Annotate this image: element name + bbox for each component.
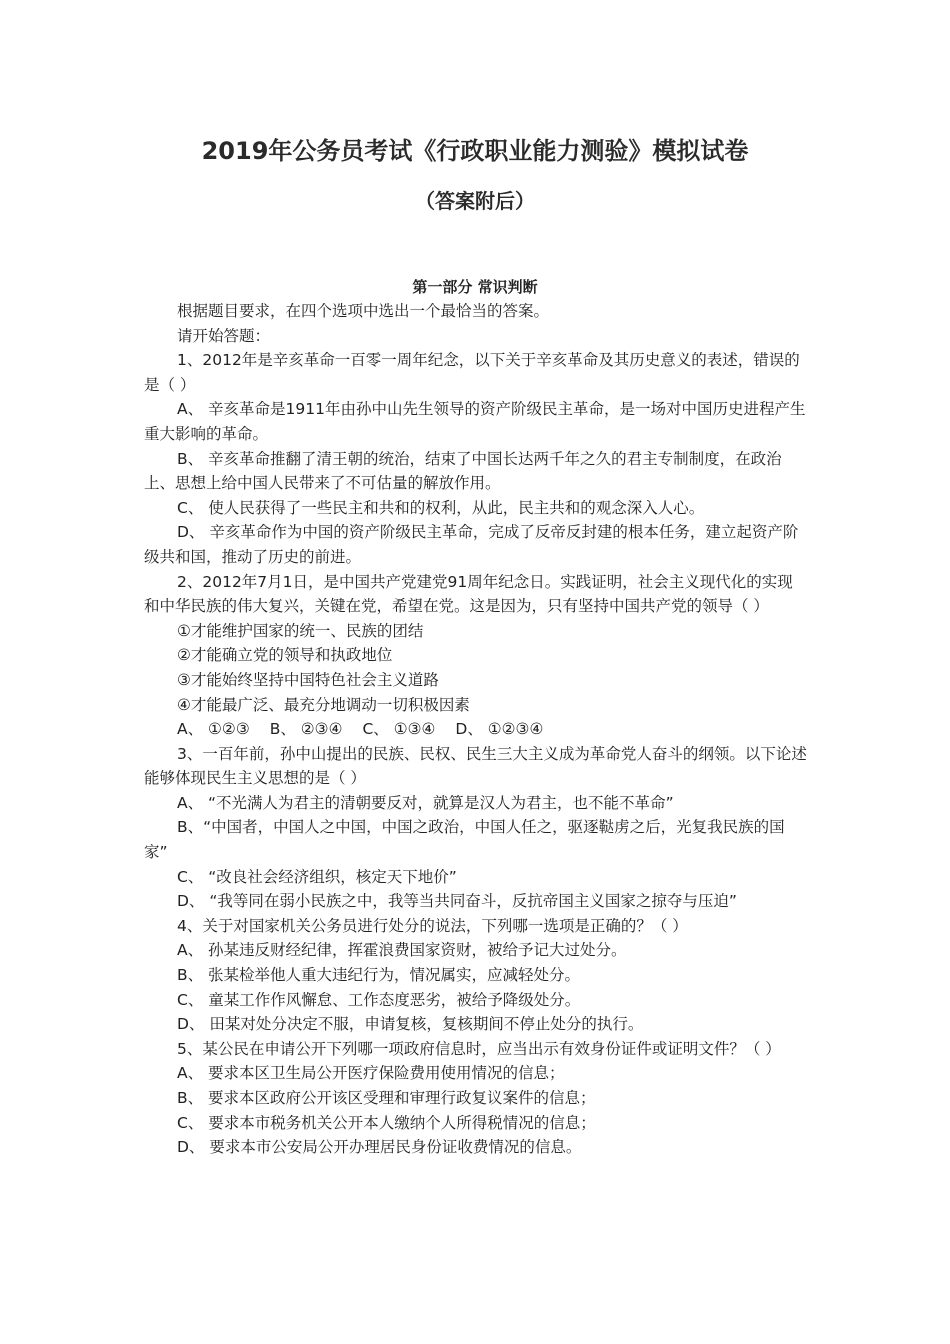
question-option: D、 “我等同在弱小民族之中，我等当共同奋斗，反抗帝国主义国家之掠夺与压迫” (177, 892, 737, 911)
question-option: B、“中国者，中国人之中国，中国之政治，中国人任之，驱逐鞑虏之后，光复我民族的国家” (144, 818, 785, 862)
question-options-row (144, 717, 808, 742)
question-option: B、 要求本区政府公开该区受理和审理行政复议案件的信息； (177, 1089, 596, 1107)
question-statement: ②才能确立党的领导和执政地位 (177, 646, 393, 665)
instruction-line: 根据题目要求，在四个选项中选出一个最恰当的答案。 (177, 302, 550, 320)
question-option: B、 辛亥革命推翻了清王朝的统治，结束了中国长达两千年之久的君主专制制度，在政治上、思想上给中国人民带来了不可估量的解放作用。 (144, 449, 782, 493)
question-option: C、 “改良社会经济组织，核定天下地价” (177, 867, 457, 886)
question-stem: 3、一百年前，孙中山提出的民族、民权、民生三大主义成为革命党人奋斗的纲领。以下论述能够体现民生主义思想的是（ ） (144, 744, 807, 788)
question-stem: 1、2012年是辛亥革命一百零一周年纪念，以下关于辛亥革命及其历史意义的表述，错误的是（ ） (144, 351, 800, 394)
question-option: A、 辛亥革命是1911年由孙中山先生领导的资产阶级民主革命，是一场对中国历史进程产生重大影响的革命。 (144, 400, 806, 443)
question-stem: 4、关于对国家机关公务员进行处分的说法，下列哪一选项是正确的？（ ） (177, 916, 688, 935)
document-subtitle: （答案附后） (415, 189, 535, 213)
question-option: C、 童某工作作风懈怠、工作态度恶劣，被给予降级处分。 (177, 990, 581, 1009)
question-option: A、 ①②③ (177, 720, 250, 739)
question-option: B、 张某检举他人重大违纪行为，情况属实，应减轻处分。 (177, 966, 581, 985)
question-stem: 5、某公民在申请公开下列哪一项政府信息时，应当出示有效身份证件或证明文件？（ ） (177, 1039, 781, 1058)
question-statement: ④才能最广泛、最充分地调动一切积极因素 (177, 695, 470, 714)
question-option: D、 要求本市公安局公开办理居民身份证收费情况的信息。 (177, 1138, 582, 1157)
question-option: C、 要求本市税务机关公开本人缴纳个人所得税情况的信息； (177, 1113, 596, 1132)
document-title: 2019年公务员考试《行政职业能力测验》模拟试卷 (201, 137, 749, 165)
question-option: B、 ②③④ (269, 720, 343, 739)
question-option: A、 “不光满人为君主的清朝要反对，就算是汉人为君主，也不能不革命” (177, 793, 674, 812)
question-statement: ①才能维护国家的统一、民族的团结 (177, 621, 424, 640)
question-stem: 2、2012年7月1日，是中国共产党建党91周年纪念日。实践证明，社会主义现代化的实现和中华民族的伟大复兴，关键在党，希望在党。这是因为，只有坚持中国共产党的领导（ ） (144, 572, 793, 616)
question-option: D、 田某对处分决定不服，申请复核，复核期间不停止处分的执行。 (177, 1015, 644, 1034)
question-option: A、 要求本区卫生局公开医疗保险费用使用情况的信息； (177, 1064, 565, 1083)
question-option: D、 辛亥革命作为中国的资产阶级民主革命，完成了反帝反封建的根本任务，建立起资产阶级共和国，推动了历史的前进。 (144, 523, 799, 566)
section-heading: 第一部分 常识判断 (412, 278, 538, 296)
instruction-line: 请开始答题： (177, 326, 271, 345)
question-option: C、 ①③④ (362, 720, 436, 739)
question-statement: ③才能始终坚持中国特色社会主义道路 (177, 670, 439, 689)
question-option: C、 使人民获得了一些民主和共和的权利，从此，民主共和的观念深入人心。 (177, 498, 705, 517)
question-option: A、 孙某违反财经纪律，挥霍浪费国家资财，被给予记大过处分。 (177, 941, 627, 960)
document-body (144, 299, 808, 1160)
question-option: D、 ①②③④ (455, 720, 544, 739)
